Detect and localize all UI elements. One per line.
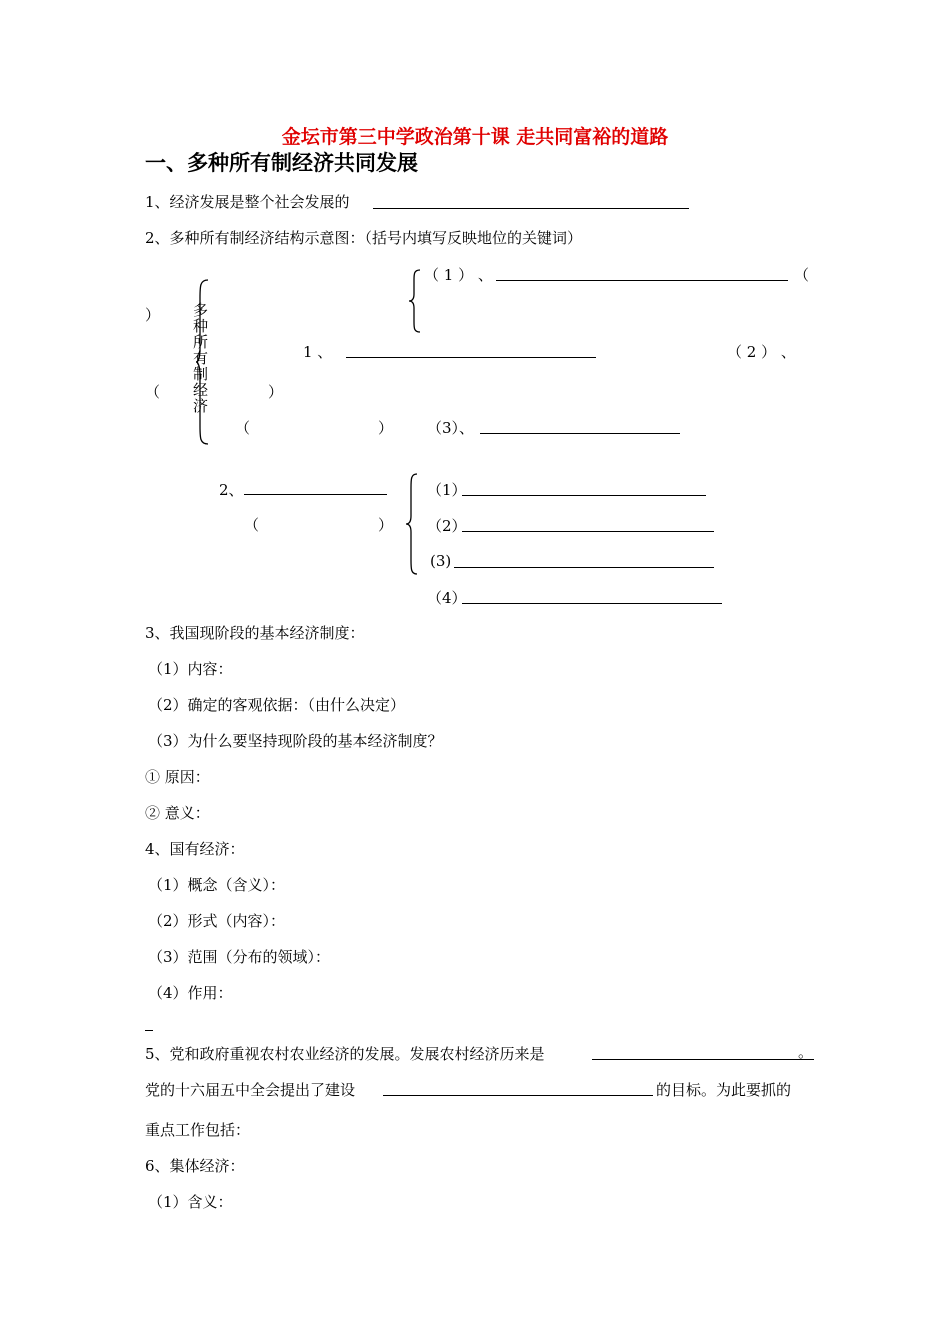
- sub2-3-label: (3): [430, 552, 452, 570]
- branch1-paren-close: ）: [378, 419, 394, 437]
- q4-item-2: （2）形式（内容）：: [148, 912, 286, 930]
- section-heading: 一、多种所有制经济共同发展: [145, 150, 418, 175]
- question-1: 1、经济发展是整个社会发展的: [145, 193, 350, 211]
- branch2-number: 2、: [219, 481, 244, 499]
- branch1-paren-open: （: [235, 419, 251, 437]
- answer-line[interactable]: [454, 567, 714, 568]
- branch2-brace: [405, 472, 419, 576]
- answer-line[interactable]: [244, 494, 387, 495]
- answer-line[interactable]: [383, 1095, 653, 1096]
- question-6: 6、集体经济：: [145, 1157, 245, 1175]
- branch2-paren-close: ）: [378, 516, 394, 534]
- question-5-line2: 党的十六届五中全会提出了建设: [145, 1081, 356, 1099]
- answer-line[interactable]: [346, 357, 596, 358]
- sub2-2-label: （2）: [427, 517, 467, 535]
- page-title: 金坛市第三中学政治第十课 走共同富裕的道路: [281, 126, 669, 148]
- branch1-brace: [408, 268, 422, 334]
- answer-line[interactable]: [496, 280, 788, 281]
- sub1-1-paren: （: [794, 266, 810, 284]
- answer-line[interactable]: [462, 603, 722, 604]
- q4-item-4: （4）作用：: [148, 984, 233, 1002]
- answer-line[interactable]: [462, 495, 706, 496]
- sub1-1-label: （ 1 ） 、: [424, 266, 493, 284]
- branch2-paren-open: （: [244, 516, 260, 534]
- q3-item-2: （2）确定的客观依据：（由什么决定）: [148, 696, 406, 714]
- question-2: 2、多种所有制经济结构示意图：（括号内填写反映地位的关键词）: [145, 229, 583, 247]
- paren-close: ）: [145, 306, 161, 324]
- question-5-line3: 重点工作包括：: [145, 1121, 251, 1139]
- answer-line[interactable]: [592, 1059, 814, 1060]
- sub2-4-label: （4）: [427, 589, 467, 607]
- sub2-1-label: （1）: [427, 481, 467, 499]
- root-label: 多种所有制经济: [193, 301, 209, 415]
- question-4: 4、国有经济：: [145, 840, 245, 858]
- sub1-3-label: （3）、: [427, 419, 475, 437]
- sub1-2-label: （ 2 ） 、: [727, 343, 796, 361]
- short-mark: [145, 1030, 153, 1031]
- q3-sub-significance: ② 意义：: [145, 804, 210, 822]
- answer-line[interactable]: [480, 433, 680, 434]
- q3-sub-reason: ① 原因：: [145, 768, 210, 786]
- q3-item-3: （3）为什么要坚持现阶段的基本经济制度？: [148, 732, 443, 750]
- q4-item-1: （1）概念（含义）：: [148, 876, 286, 894]
- root-paren-open: （: [145, 383, 161, 401]
- question-3: 3、我国现阶段的基本经济制度：: [145, 624, 365, 642]
- q6-item-1: （1）含义：: [148, 1193, 233, 1211]
- root-paren-close: ）: [268, 383, 284, 401]
- question-5-line2-end: 的目标。为此要抓的: [656, 1081, 792, 1099]
- answer-line[interactable]: [462, 531, 714, 532]
- q5-period: 。: [798, 1043, 814, 1061]
- branch1-number: 1 、: [303, 343, 333, 361]
- question-5: 5、党和政府重视农村农业经济的发展。发展农村经济历来是: [145, 1045, 545, 1063]
- q4-item-3: （3）范围（分布的领域）：: [148, 948, 331, 966]
- answer-line[interactable]: [373, 208, 689, 209]
- q3-item-1: （1）内容：: [148, 660, 233, 678]
